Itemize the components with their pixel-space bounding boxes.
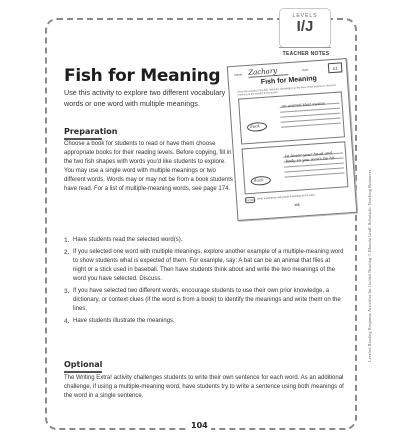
levels-label: LEVELS: [292, 13, 318, 19]
page-number: 104: [188, 421, 211, 430]
ws-title: Fish for Meaning: [260, 75, 318, 87]
copyright-side-text: Leveled Reading Response Activities for Guided Reading © Rhonda Graff, Scholastic Teaching Resources: [367, 169, 372, 362]
step-item: 1. Have students read the selected word(s).: [64, 237, 183, 244]
intro-text: Use this activity to explore two different vocabulary words or one word with multiple meanings.: [64, 88, 226, 108]
ws-name-value: Zachary: [248, 66, 289, 78]
level-value: I/J: [296, 18, 314, 35]
ws-fish-word-2: duck: [253, 177, 264, 183]
step-item: 4. Have students illustrate the meanings.: [64, 318, 175, 325]
worksheet-thumbnail: [227, 58, 358, 221]
steps-list: [64, 236, 344, 329]
ws-panel-2: [242, 141, 349, 194]
ws-name-label: Name: [234, 72, 243, 77]
level-badge: [279, 8, 331, 48]
ws-panel-1: [238, 91, 345, 144]
ws-footer: Write a sentence using both meanings of the word.: [256, 193, 316, 201]
ws-level-box: I/J: [328, 62, 343, 73]
page-title: Fish for Meaning: [64, 66, 221, 86]
optional-text: The Writing Extra! activity challenges students to write their own sentence for each word. As an additional challenge, if using a multiple-meaning word, have students try to write a sentence using both meanings of the word in a single sentence.: [64, 375, 344, 399]
ws-meaning-1: an animal that swims: [281, 100, 325, 109]
ws-page-number: 105: [294, 202, 300, 207]
preparation-text: Choose a book for students to read or have them choose appropriate books for their reading levels. Before copying, fill in the two fish shapes with words you'd like students to explore. You may use a single word with multiple meanings or two different words. Words may or may not be from a book students have read. For a list of multiple-meaning words, see page 174.: [64, 141, 233, 192]
badge-divider: [279, 47, 331, 48]
step-item: 3. If you have selected two different words, encourage students to use their own prior knowledge, a dictionary, or context clues (if the word is from a book) to identify the meanings and write them on the lines.: [64, 288, 341, 312]
optional-heading: Optional: [64, 360, 102, 373]
ws-fish-word-1: duck: [249, 123, 260, 129]
teacher-notes-label: TEACHER NOTES: [282, 51, 330, 57]
preparation-heading: Preparation: [64, 127, 117, 140]
ws-meaning-2: to lower your head and body so you won't be hit: [284, 150, 335, 164]
ws-instructions: Read the word(s) in the fish. Write the meaning(s) on the lines. Draw pictures to show the meaning of the word(s) in the boxes.: [237, 83, 337, 97]
step-item: 2. If you selected one word with multiple meanings, explore another example of a multiple-meaning word to show students what is expected of them. For example, say: A bat can be an animal that flies at night or a stick used in baseball. Then have students think about and write the two meanings of the word you have selected. Discuss.: [64, 249, 344, 282]
ws-date-label: Date: [302, 67, 309, 73]
writing-extra-logo: EXTRA: [245, 197, 255, 204]
